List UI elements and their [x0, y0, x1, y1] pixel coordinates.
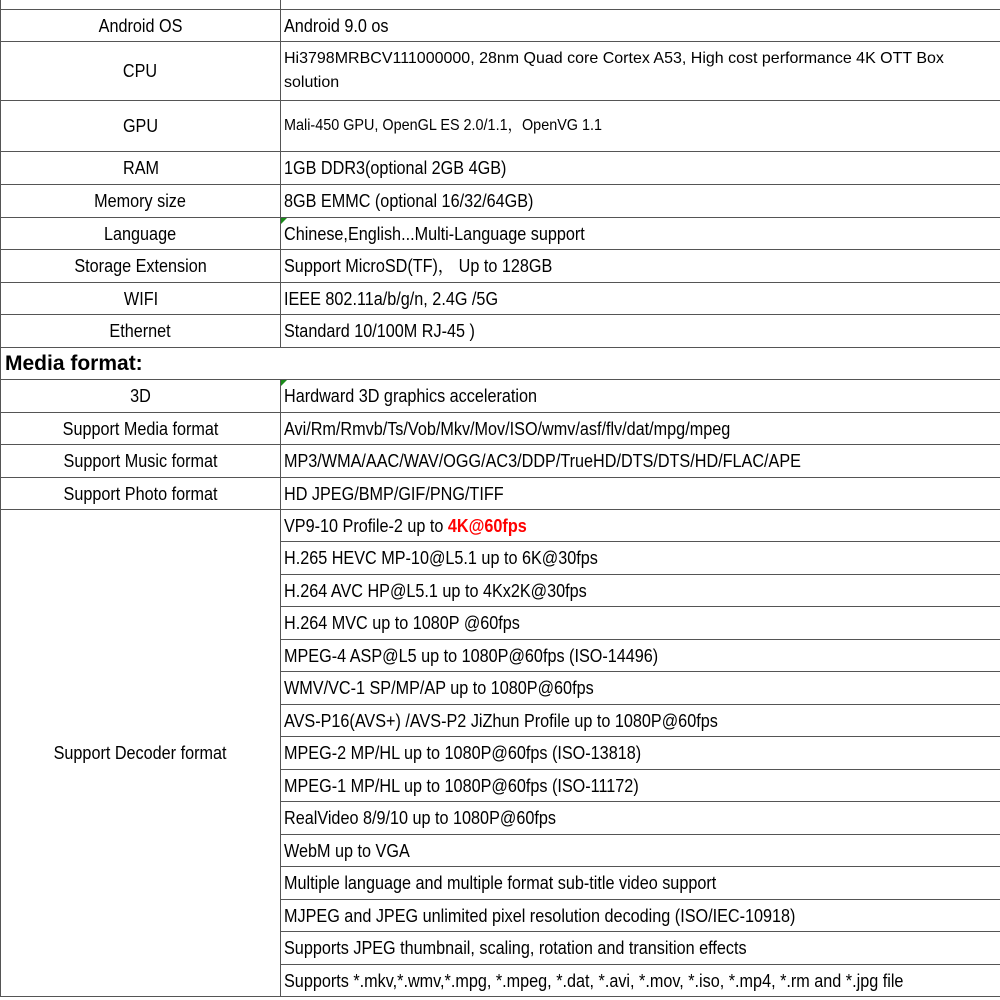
spec-label: Memory size	[1, 185, 281, 218]
section-header-row	[1, 348, 1000, 380]
spec-value: Android 9.0 os	[281, 10, 1000, 42]
spec-label: GPU	[1, 101, 281, 152]
decoder-item: VP9-10 Profile-2 up to 4K@60fps	[281, 510, 1000, 542]
media-value: HD JPEG/BMP/GIF/PNG/TIFF	[281, 478, 1000, 510]
spec-row-wifi	[1, 283, 1000, 315]
spec-value: 8GB EMMC (optional 16/32/64GB)	[281, 185, 1000, 218]
spec-value: Chinese,English...Multi-Language support	[281, 218, 1000, 250]
media-format-heading: Media format:	[1, 348, 1000, 380]
spec-label: CPU	[1, 42, 281, 101]
spec-row-language	[1, 218, 1000, 250]
media-value: MP3/WMA/AAC/WAV/OGG/AC3/DDP/TrueHD/DTS/DTS/HD/FLAC/APE	[281, 445, 1000, 478]
media-row-3d	[1, 380, 1000, 413]
decoder-item: Multiple language and multiple format sub-title video support	[281, 867, 1000, 900]
decoder-label: Support Decoder format	[1, 510, 281, 997]
media-value: Hardward 3D graphics acceleration	[281, 380, 1000, 413]
decoder-item: Supports JPEG thumbnail, scaling, rotation and transition effects	[281, 932, 1000, 965]
spec-label: RAM	[1, 152, 281, 185]
spec-label: WIFI	[1, 283, 281, 315]
decoder-item: WMV/VC-1 SP/MP/AP up to 1080P@60fps	[281, 672, 1000, 705]
spec-row-gpu	[1, 101, 1000, 152]
media-label: Support Photo format	[1, 478, 281, 510]
decoder-item: H.265 HEVC MP-10@L5.1 up to 6K@30fps	[281, 542, 1000, 575]
media-label: Support Music format	[1, 445, 281, 478]
decoder-row	[1, 510, 1000, 542]
spec-value: Hi3798MRBCV111000000, 28nm Quad core Cortex A53, High cost performance 4K OTT Box solution	[281, 42, 1000, 101]
spec-row-android-os	[1, 10, 1000, 42]
spec-row-storage-extension	[1, 250, 1000, 283]
media-row-music-format	[1, 445, 1000, 478]
decoder-item: WebM up to VGA	[281, 835, 1000, 867]
decoder-item: AVS-P16(AVS+) /AVS-P2 JiZhun Profile up to 1080P@60fps	[281, 705, 1000, 737]
spec-value: 1GB DDR3(optional 2GB 4GB)	[281, 152, 1000, 185]
decoder-item: RealVideo 8/9/10 up to 1080P@60fps	[281, 802, 1000, 835]
spec-row-ethernet	[1, 315, 1000, 348]
spec-label: Android OS	[1, 10, 281, 42]
decoder-item: MPEG-1 MP/HL up to 1080P@60fps (ISO-11172)	[281, 770, 1000, 802]
media-row-photo-format	[1, 478, 1000, 510]
decoder-item: H.264 MVC up to 1080P @60fps	[281, 607, 1000, 640]
decoder-item: MPEG-2 MP/HL up to 1080P@60fps (ISO-13818)	[281, 737, 1000, 770]
spec-value: Mali-450 GPU, OpenGL ES 2.0/1.1，OpenVG 1.1	[281, 101, 1000, 152]
spec-row-memory-size	[1, 185, 1000, 218]
decoder-item: MPEG-4 ASP@L5 up to 1080P@60fps (ISO-14496)	[281, 640, 1000, 672]
spec-row-partial	[1, 0, 1000, 10]
spec-value: Support MicroSD(TF)， Up to 128GB	[281, 250, 1000, 283]
media-row-media-format	[1, 413, 1000, 445]
decoder-item: H.264 AVC HP@L5.1 up to 4Kx2K@30fps	[281, 575, 1000, 607]
decoder-item: Supports *.mkv,*.wmv,*.mpg, *.mpeg, *.dat, *.avi, *.mov, *.iso, *.mp4, *.rm and *.jpg file	[281, 965, 1000, 997]
media-label: 3D	[1, 380, 281, 413]
media-value: Avi/Rm/Rmvb/Ts/Vob/Mkv/Mov/ISO/wmv/asf/flv/dat/mpg/mpeg	[281, 413, 1000, 445]
spec-value: Standard 10/100M RJ-45 )	[281, 315, 1000, 348]
decoder-highlight: 4K@60fps	[447, 515, 527, 536]
media-label: Support Media format	[1, 413, 281, 445]
spec-label: Language	[1, 218, 281, 250]
decoder-item: MJPEG and JPEG unlimited pixel resolution decoding (ISO/IEC-10918)	[281, 900, 1000, 932]
spec-label: Ethernet	[1, 315, 281, 348]
spec-label: Storage Extension	[1, 250, 281, 283]
spec-value: IEEE 802.11a/b/g/n, 2.4G /5G	[281, 283, 1000, 315]
spec-row-cpu	[1, 42, 1000, 101]
spec-row-ram	[1, 152, 1000, 185]
